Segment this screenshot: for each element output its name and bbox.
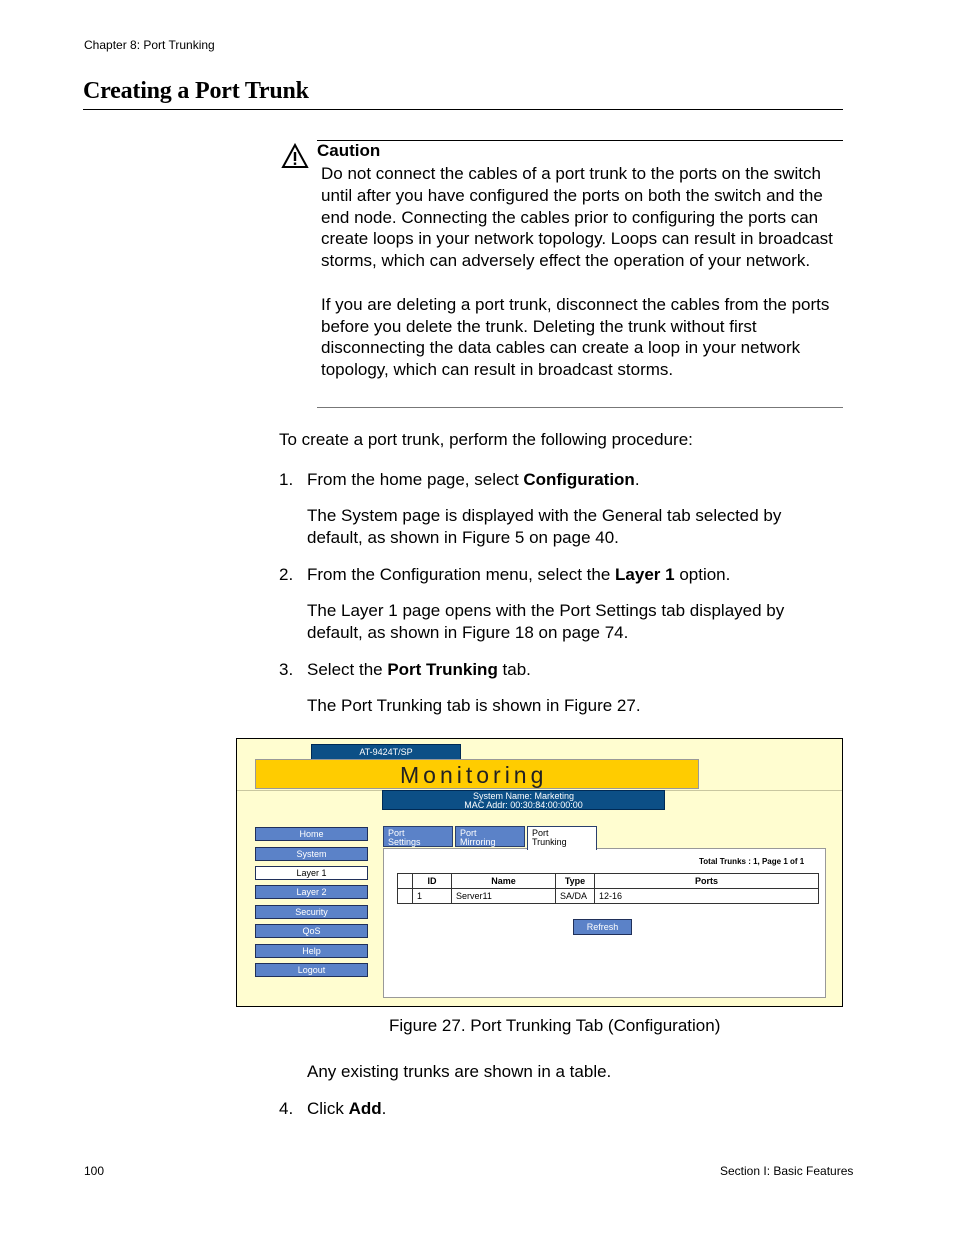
- tab-label: Port: [532, 828, 549, 838]
- step-text: option.: [674, 565, 731, 584]
- step-1: [279, 469, 640, 491]
- caution-label: Caution: [317, 141, 381, 160]
- nav-home[interactable]: Home: [255, 827, 368, 841]
- nav-logout[interactable]: Logout: [255, 963, 368, 977]
- intro-text: To create a port trunk, perform the following procedure:: [279, 430, 693, 449]
- step-2: [279, 564, 730, 586]
- nav-qos[interactable]: QoS: [255, 924, 368, 938]
- table-cell: 1: [413, 889, 452, 904]
- ui-term: Add: [348, 1099, 382, 1118]
- model-label: AT-9424T/SP: [311, 744, 461, 760]
- tab-label: Mirroring: [460, 837, 496, 847]
- caution-paragraph: Do not connect the cables of a port trunk to the ports on the switch until after you have configured the ports on both the switch and the end node. Connecting the cables prior to configuring the ports can create loops in your network topology. Loops can result in broadcast storms, which can adversely effect the operation of your network.: [321, 164, 833, 271]
- nav-layer-2[interactable]: Layer 2: [255, 885, 368, 899]
- step-text: .: [634, 470, 640, 489]
- system-name: System Name: Marketing: [472, 791, 575, 801]
- tab-label: Port: [388, 828, 405, 838]
- step-number: 2.: [279, 565, 294, 584]
- caution-paragraph: If you are deleting a port trunk, disconnect the cables from the ports before you delete the trunk. Deleting the trunk without first disconnecting the data cables can create a loop in your network topology, which can result in broadcast storms.: [321, 294, 830, 380]
- warning-triangle-icon: [281, 143, 309, 169]
- ui-term: Layer 1: [615, 565, 675, 584]
- tab-port-mirroring[interactable]: [455, 826, 525, 847]
- step-3-note: The Port Trunking tab is shown in Figure 27.: [307, 696, 641, 715]
- page-number: 100: [84, 1164, 105, 1178]
- tab-label: Settings: [388, 837, 421, 847]
- column-header: Type: [556, 874, 595, 889]
- column-header: ID: [413, 874, 452, 889]
- tab-label: Port: [460, 828, 477, 838]
- nav-layer-1[interactable]: Layer 1: [255, 866, 368, 880]
- ui-term: Port Trunking: [387, 660, 498, 679]
- tab-label: Trunking: [532, 837, 567, 847]
- step-number: 4.: [279, 1099, 294, 1118]
- total-trunks: Total Trunks : 1, Page 1 of 1: [699, 857, 805, 866]
- step-text: From the home page, select: [307, 470, 524, 489]
- figure-caption: Figure 27. Port Trunking Tab (Configuration): [389, 1016, 721, 1035]
- tab-port-settings[interactable]: [383, 826, 453, 847]
- table-row[interactable]: [398, 889, 819, 904]
- table-cell: [398, 889, 413, 904]
- step-text: Select the: [307, 660, 388, 679]
- nav-security[interactable]: Security: [255, 905, 368, 919]
- tab-port-trunking[interactable]: [527, 826, 597, 850]
- after-figure-text: Any existing trunks are shown in a table.: [307, 1062, 612, 1081]
- section-title: Creating a Port Trunk: [83, 78, 843, 110]
- step-text: Click: [307, 1099, 349, 1118]
- step-2-note: The Layer 1 page opens with the Port Settings tab displayed by default, as shown in Figure 18 on page 74.: [307, 601, 785, 642]
- column-header: Ports: [595, 874, 819, 889]
- nav-system[interactable]: System: [255, 847, 368, 861]
- step-3: [279, 659, 531, 681]
- caution-text: [321, 163, 843, 403]
- step-number: 3.: [279, 660, 294, 679]
- refresh-button[interactable]: Refresh: [573, 919, 632, 935]
- footer-section: Section I: Basic Features: [720, 1164, 854, 1178]
- system-info: [382, 790, 665, 810]
- mac-address: MAC Addr: 00:30:84:00:00:00: [464, 800, 583, 810]
- nav-help[interactable]: Help: [255, 944, 368, 958]
- step-text: .: [381, 1099, 387, 1118]
- table-cell: Server11: [452, 889, 556, 904]
- step-text: From the Configuration menu, select the: [307, 565, 616, 584]
- step-text: tab.: [497, 660, 531, 679]
- running-header: Chapter 8: Port Trunking: [84, 38, 215, 52]
- table-cell: 12-16: [595, 889, 819, 904]
- figure-screenshot: [236, 738, 843, 1007]
- table-header-row: [398, 874, 819, 889]
- ui-term: Configuration: [523, 470, 635, 489]
- monitoring-banner[interactable]: Monitoring: [255, 759, 699, 789]
- step-number: 1.: [279, 470, 294, 489]
- trunks-table: [397, 873, 819, 904]
- table-cell: SA/DA: [556, 889, 595, 904]
- column-header: [398, 874, 413, 889]
- step-4: [279, 1098, 386, 1120]
- column-header: Name: [452, 874, 556, 889]
- step-1-note: The System page is displayed with the General tab selected by default, as shown in Figure 5 on page 40.: [307, 506, 782, 547]
